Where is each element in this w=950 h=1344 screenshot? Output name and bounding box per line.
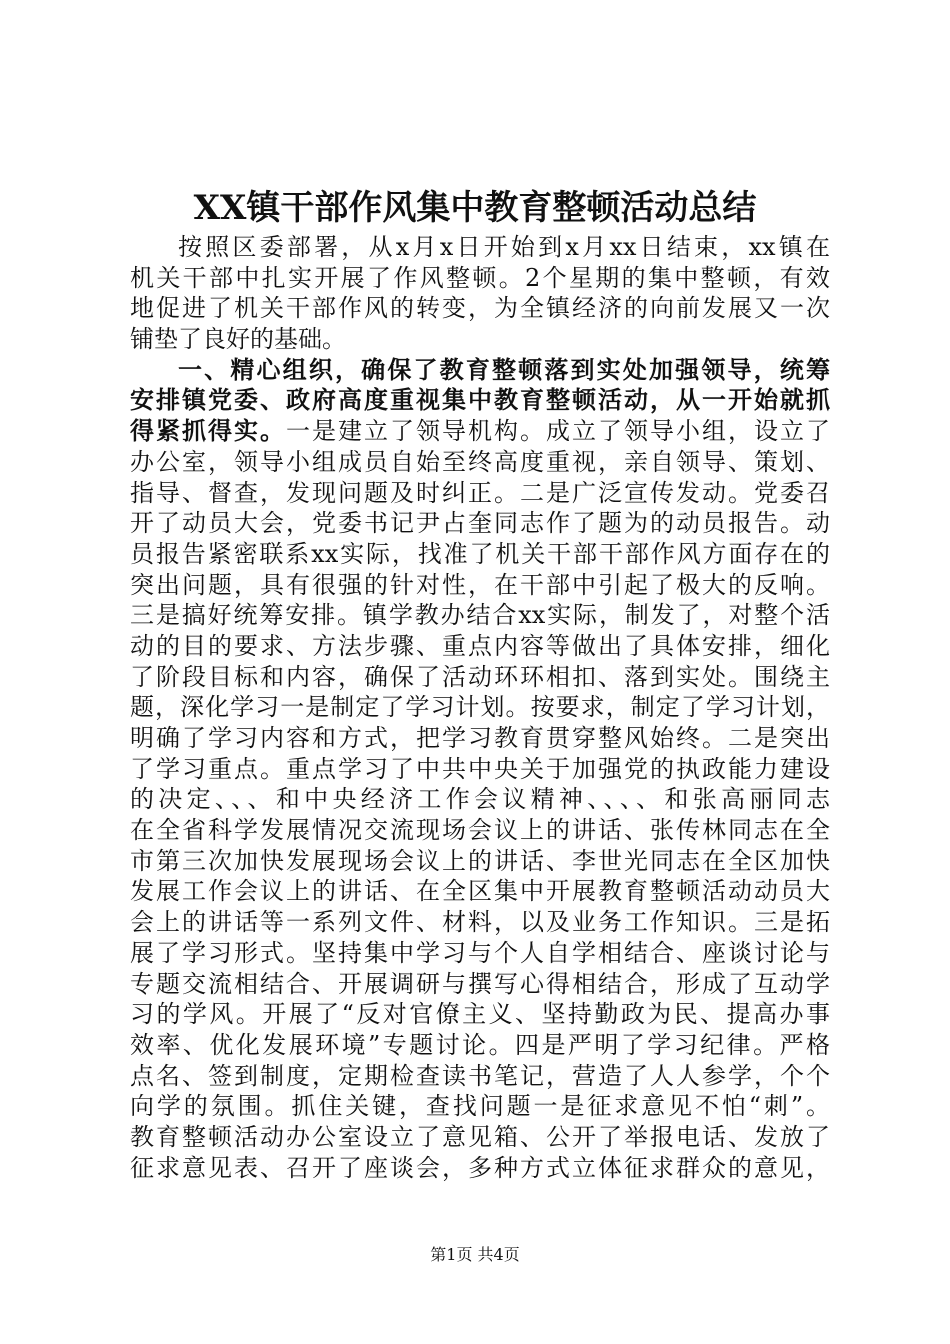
- text-line: [130, 416, 830, 447]
- text-line: 按照区委部署，从x月x日开始到x月xx日结束，xx镇在: [178, 233, 830, 261]
- section-heading-line: 安排镇党委、政府高度重视集中教育整顿活动，从一开始就抓: [130, 385, 830, 415]
- text-line: 会上的讲话等一系列文件、材料，以及业务工作知识。三是拓: [130, 908, 830, 937]
- text-line: 的决定、、、和中央经济工作会议精神、、、、和张高丽同志: [130, 785, 830, 814]
- text-line: 三是搞好统筹安排。镇学教办结合xx实际，制发了，对整个活: [130, 601, 830, 630]
- text-line: 指导、督查，发现问题及时纠正。二是广泛宣传发动。党委召: [130, 478, 830, 507]
- text-line: 发展工作会议上的讲话、在全区集中开展教育整顿活动动员大: [130, 877, 830, 906]
- text-line: 教育整顿活动办公室设立了意见箱、公开了举报电话、发放了: [130, 1122, 830, 1151]
- text-line: 员报告紧密联系xx实际，找准了机关干部干部作风方面存在的: [130, 539, 830, 568]
- text-fragment: 一是建立了领导机构。成立了领导小组，设立了: [286, 417, 830, 446]
- section-heading-fragment: 得紧抓得实。: [130, 416, 286, 446]
- text-line: 专题交流相结合、开展调研与撰写心得相结合，形成了互动学: [130, 969, 830, 998]
- text-line: 题，深化学习一是制定了学习计划。按要求，制定了学习计划，: [130, 693, 830, 722]
- text-line: 明确了学习内容和方式，把学习教育贯穿整风始终。二是突出: [130, 724, 830, 752]
- section-heading-line: 一、精心组织，确保了教育整顿落到实处加强领导，统筹: [178, 354, 830, 384]
- text-line: 市第三次加快发展现场会议上的讲话、李世光同志在全区加快: [130, 846, 830, 875]
- text-line: 展了学习形式。坚持集中学习与个人自学相结合、座谈讨论与: [130, 938, 830, 967]
- document-title: XX镇干部作风集中教育整顿活动总结: [193, 188, 757, 228]
- text-line: 了学习重点。重点学习了中共中央关于加强党的执政能力建设: [130, 754, 830, 783]
- page-footer: 第1页 共4页: [430, 1245, 520, 1264]
- text-line: 习的学风。开展了“反对官僚主义、坚持勤政为民、提高办事: [130, 1000, 830, 1029]
- document-body: [130, 232, 830, 1183]
- text-line: 开了动员大会，党委书记尹占奎同志作了题为的动员报告。动: [130, 509, 830, 538]
- text-line: 向学的氛围。抓住关键，查找问题一是征求意见不怕“刺”。: [130, 1092, 830, 1121]
- text-line: 在全省科学发展情况交流现场会议上的讲话、张传林同志在全: [130, 816, 830, 845]
- text-line: 点名、签到制度，定期检查读书笔记，营造了人人参学，个个: [130, 1061, 830, 1090]
- text-line: 办公室，领导小组成员自始至终高度重视，亲自领导、策划、: [130, 447, 830, 476]
- text-line: 铺垫了良好的基础。: [130, 325, 346, 354]
- text-line: 了阶段目标和内容，确保了活动环环相扣、落到实处。围绕主: [130, 662, 830, 691]
- text-line: 效率、优化发展环境”专题讨论。四是严明了学习纪律。严格: [130, 1030, 830, 1059]
- text-line: 机关干部中扎实开展了作风整顿。2个星期的集中整顿，有效: [130, 263, 830, 292]
- text-line: 动的目的要求、方法步骤、重点内容等做出了具体安排，细化: [130, 631, 830, 660]
- text-line: 突出问题，具有很强的针对性，在干部中引起了极大的反响。: [130, 570, 830, 599]
- text-line: 征求意见表、召开了座谈会，多种方式立体征求群众的意见，: [130, 1153, 830, 1182]
- text-line: 地促进了机关干部作风的转变，为全镇经济的向前发展又一次: [130, 294, 830, 323]
